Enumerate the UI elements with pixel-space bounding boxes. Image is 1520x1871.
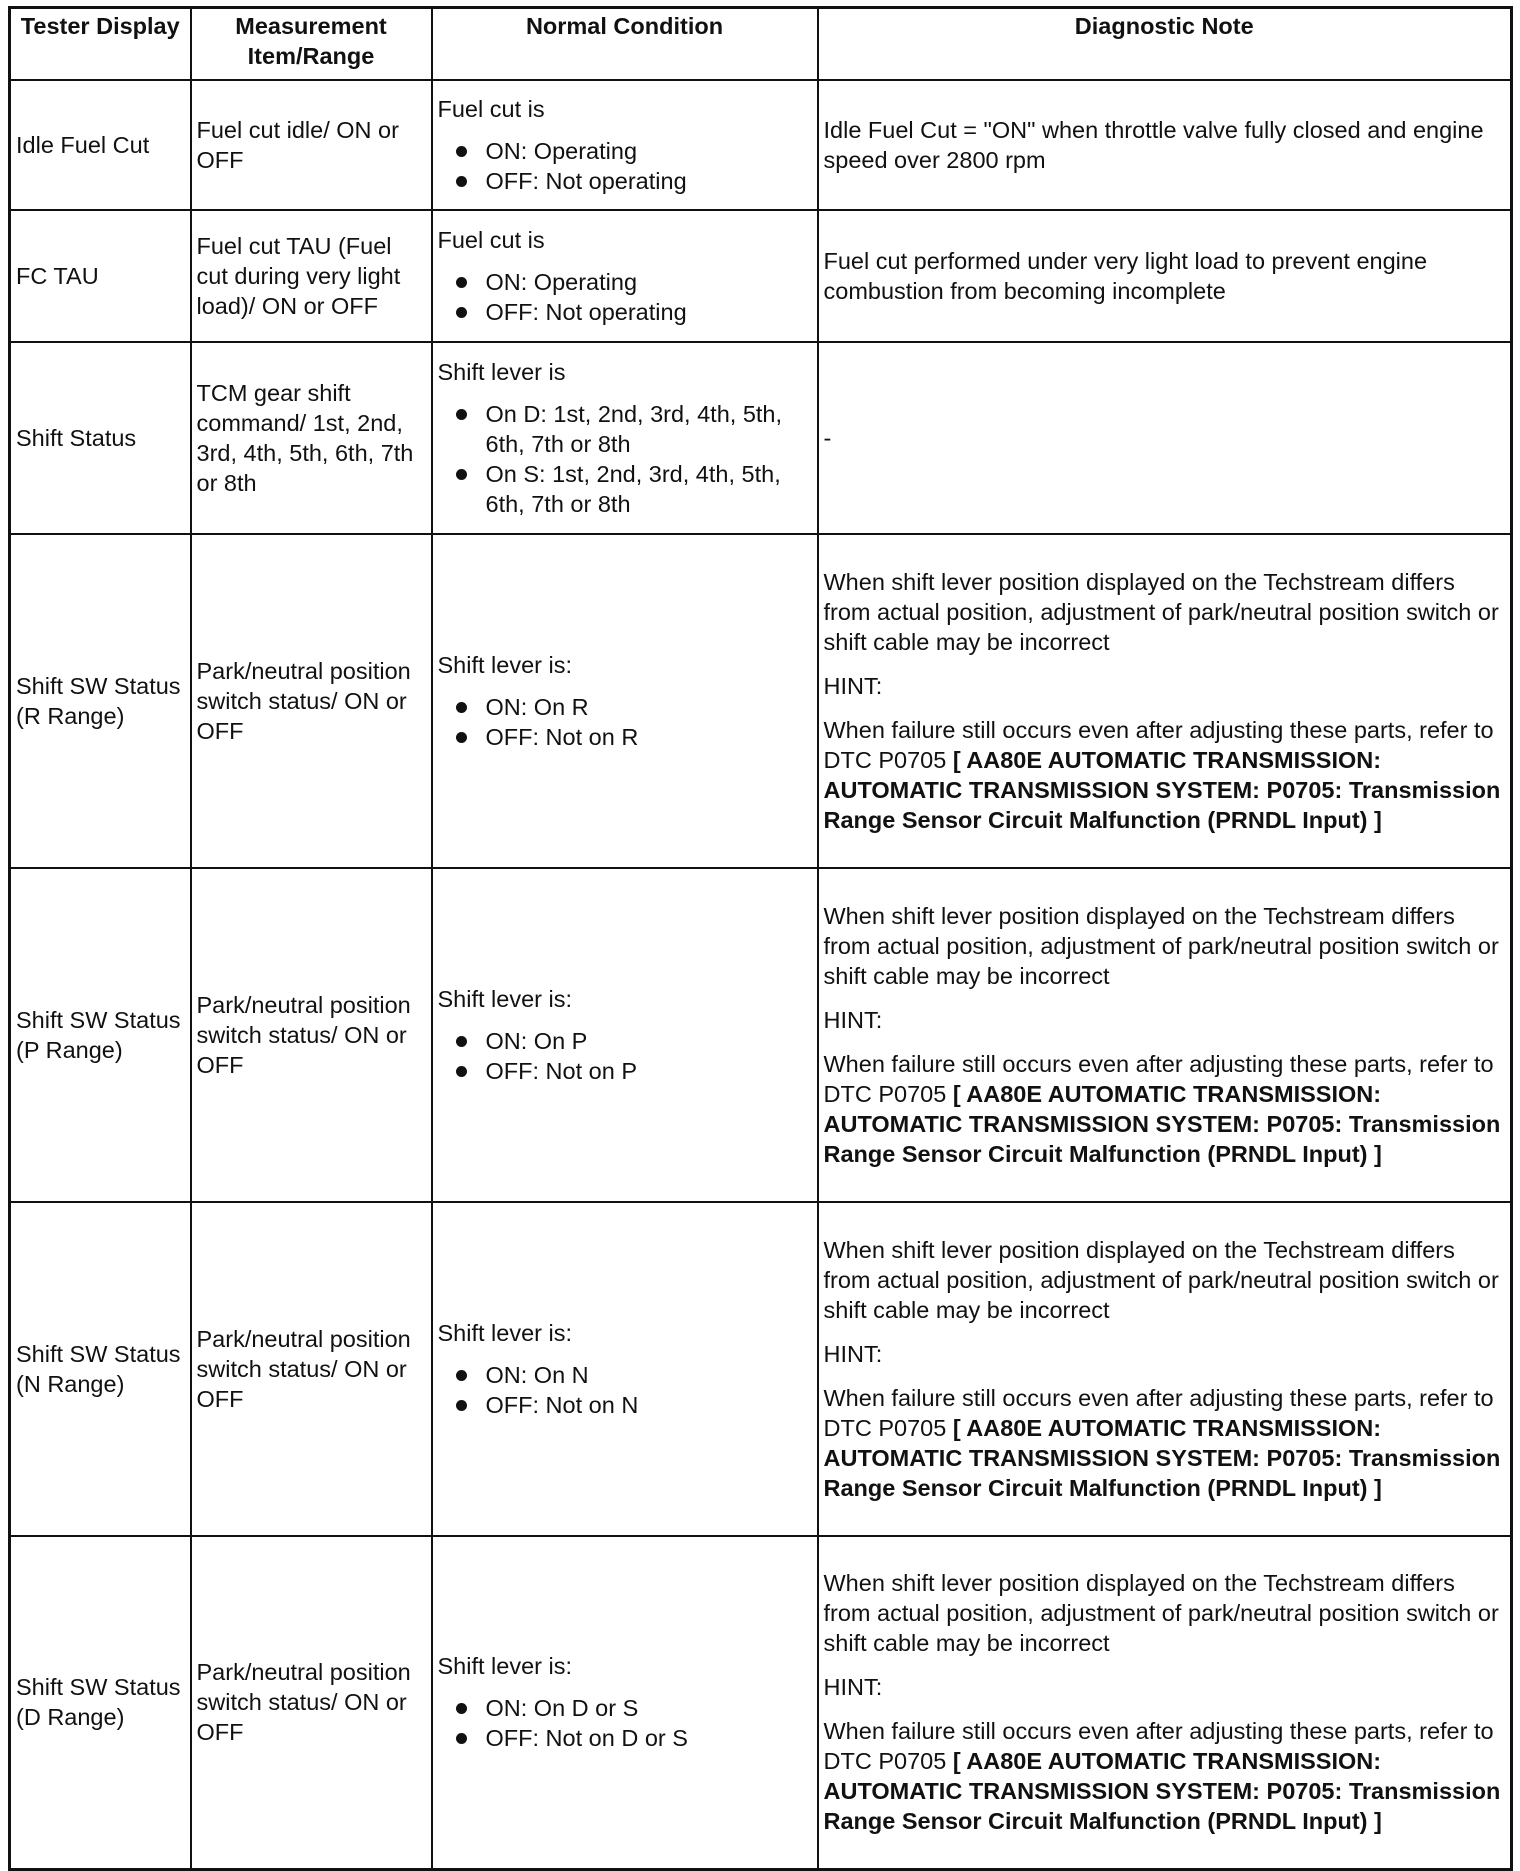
header-measurement-item: Measurement Item/Range bbox=[191, 8, 432, 80]
normal-condition-cell bbox=[432, 342, 818, 534]
hint-text: When failure still occurs even after adjusting these parts, refer to DTC P0705 bbox=[823, 1384, 1494, 1441]
hint-text: When failure still occurs even after adjusting these parts, refer to DTC P0705 bbox=[823, 716, 1494, 773]
normal-condition-cell bbox=[432, 210, 818, 342]
condition-list bbox=[438, 1026, 812, 1086]
condition-intro: Shift lever is: bbox=[437, 1319, 573, 1346]
diagnostic-note-cell: Idle Fuel Cut = "ON" when throttle valve fully closed and engine speed over 2800 rpm bbox=[818, 80, 1512, 210]
measurement-cell: Park/neutral position switch status/ ON or OFF bbox=[191, 1536, 432, 1870]
hint-paragraph bbox=[824, 1049, 1506, 1169]
list-item: ON: Operating bbox=[438, 136, 812, 166]
table-row bbox=[10, 342, 1512, 534]
list-item: On S: 1st, 2nd, 3rd, 4th, 5th, 6th, 7th or 8th bbox=[438, 459, 812, 519]
diagnostic-note-cell bbox=[818, 1536, 1512, 1870]
list-item: OFF: Not operating bbox=[438, 166, 812, 196]
condition-intro: Shift lever is: bbox=[437, 1653, 573, 1680]
dtc-reference-link[interactable]: [ AA80E AUTOMATIC TRANSMISSION: AUTOMATIC TRANSMISSION SYSTEM: P0705: Transmission Range Sensor Circuit Malfunction (PRNDL Input) ] bbox=[823, 1080, 1501, 1167]
list-item: OFF: Not on R bbox=[438, 722, 812, 752]
hint-paragraph bbox=[824, 715, 1506, 835]
hint-label: HINT: bbox=[823, 1006, 883, 1033]
note-text: When shift lever position displayed on the Techstream differs from actual position, adjustment of park/neutral position switch or shift cable may be incorrect bbox=[823, 1570, 1499, 1657]
hint-text: When failure still occurs even after adjusting these parts, refer to DTC P0705 bbox=[823, 1718, 1494, 1775]
measurement-cell: Park/neutral position switch status/ ON or OFF bbox=[191, 534, 432, 868]
dtc-reference-link[interactable]: [ AA80E AUTOMATIC TRANSMISSION: AUTOMATIC TRANSMISSION SYSTEM: P0705: Transmission Range Sensor Circuit Malfunction (PRNDL Input) ] bbox=[823, 1414, 1501, 1501]
dtc-reference-link[interactable]: [ AA80E AUTOMATIC TRANSMISSION: AUTOMATIC TRANSMISSION SYSTEM: P0705: Transmission Range Sensor Circuit Malfunction (PRNDL Input) ] bbox=[823, 1748, 1501, 1835]
table-row bbox=[10, 210, 1512, 342]
list-item: ON: On D or S bbox=[438, 1693, 812, 1723]
diagnostic-note-cell bbox=[818, 868, 1512, 1202]
tester-display-cell: Shift Status bbox=[10, 342, 191, 534]
measurement-cell: Fuel cut idle/ ON or OFF bbox=[191, 80, 432, 210]
header-normal-condition: Normal Condition bbox=[432, 8, 818, 80]
diagnostic-note-cell bbox=[818, 534, 1512, 868]
list-item: ON: On N bbox=[438, 1360, 812, 1390]
tester-display-cell: Shift SW Status (N Range) bbox=[10, 1202, 191, 1536]
hint-paragraph bbox=[824, 1383, 1506, 1503]
table-row bbox=[10, 80, 1512, 210]
condition-intro: Shift lever is bbox=[437, 358, 566, 385]
condition-intro: Fuel cut is bbox=[437, 95, 545, 122]
note-text: When shift lever position displayed on the Techstream differs from actual position, adjustment of park/neutral position switch or shift cable may be incorrect bbox=[823, 568, 1499, 655]
condition-list bbox=[438, 267, 812, 327]
measurement-cell: Park/neutral position switch status/ ON or OFF bbox=[191, 868, 432, 1202]
tester-display-cell: Idle Fuel Cut bbox=[10, 80, 191, 210]
tester-display-cell: Shift SW Status (D Range) bbox=[10, 1536, 191, 1870]
tester-display-cell: FC TAU bbox=[10, 210, 191, 342]
tester-display-cell: Shift SW Status (R Range) bbox=[10, 534, 191, 868]
header-diagnostic-note: Diagnostic Note bbox=[818, 8, 1512, 80]
table-row bbox=[10, 1536, 1512, 1870]
header-row bbox=[10, 8, 1512, 80]
table-row bbox=[10, 1202, 1512, 1536]
table-row bbox=[10, 868, 1512, 1202]
hint-label: HINT: bbox=[823, 1674, 883, 1701]
note-text: When shift lever position displayed on the Techstream differs from actual position, adjustment of park/neutral position switch or shift cable may be incorrect bbox=[823, 902, 1499, 989]
hint-text: When failure still occurs even after adjusting these parts, refer to DTC P0705 bbox=[823, 1050, 1494, 1107]
diagnostic-note-cell: - bbox=[818, 342, 1512, 534]
normal-condition-cell bbox=[432, 80, 818, 210]
list-item: OFF: Not on D or S bbox=[438, 1723, 812, 1753]
measurement-cell: TCM gear shift command/ 1st, 2nd, 3rd, 4th, 5th, 6th, 7th or 8th bbox=[191, 342, 432, 534]
list-item: OFF: Not on N bbox=[438, 1390, 812, 1420]
diagnostic-table bbox=[8, 6, 1513, 1871]
list-item: On D: 1st, 2nd, 3rd, 4th, 5th, 6th, 7th or 8th bbox=[438, 399, 812, 459]
list-item: ON: Operating bbox=[438, 267, 812, 297]
list-item: OFF: Not on P bbox=[438, 1056, 812, 1086]
measurement-cell: Fuel cut TAU (Fuel cut during very light load)/ ON or OFF bbox=[191, 210, 432, 342]
dtc-reference-link[interactable]: [ AA80E AUTOMATIC TRANSMISSION: AUTOMATIC TRANSMISSION SYSTEM: P0705: Transmission Range Sensor Circuit Malfunction (PRNDL Input) ] bbox=[823, 746, 1501, 833]
tester-display-cell: Shift SW Status (P Range) bbox=[10, 868, 191, 1202]
condition-list bbox=[438, 692, 812, 752]
list-item: ON: On P bbox=[438, 1026, 812, 1056]
normal-condition-cell bbox=[432, 1536, 818, 1870]
list-item: ON: On R bbox=[438, 692, 812, 722]
normal-condition-cell bbox=[432, 1202, 818, 1536]
condition-list bbox=[438, 136, 812, 196]
measurement-cell: Park/neutral position switch status/ ON or OFF bbox=[191, 1202, 432, 1536]
hint-paragraph bbox=[824, 1716, 1506, 1836]
condition-intro: Fuel cut is bbox=[437, 226, 545, 253]
diagnostic-note-cell: Fuel cut performed under very light load to prevent engine combustion from becoming incomplete bbox=[818, 210, 1512, 342]
diagnostic-note-cell bbox=[818, 1202, 1512, 1536]
condition-list bbox=[438, 399, 812, 519]
hint-label: HINT: bbox=[823, 672, 883, 699]
condition-list bbox=[438, 1693, 812, 1753]
condition-list bbox=[438, 1360, 812, 1420]
condition-intro: Shift lever is: bbox=[437, 985, 573, 1012]
hint-label: HINT: bbox=[823, 1340, 883, 1367]
header-tester-display: Tester Display bbox=[10, 8, 191, 80]
table-row bbox=[10, 534, 1512, 868]
note-text: When shift lever position displayed on the Techstream differs from actual position, adjustment of park/neutral position switch or shift cable may be incorrect bbox=[823, 1236, 1499, 1323]
normal-condition-cell bbox=[432, 868, 818, 1202]
condition-intro: Shift lever is: bbox=[437, 651, 573, 678]
normal-condition-cell bbox=[432, 534, 818, 868]
list-item: OFF: Not operating bbox=[438, 297, 812, 327]
